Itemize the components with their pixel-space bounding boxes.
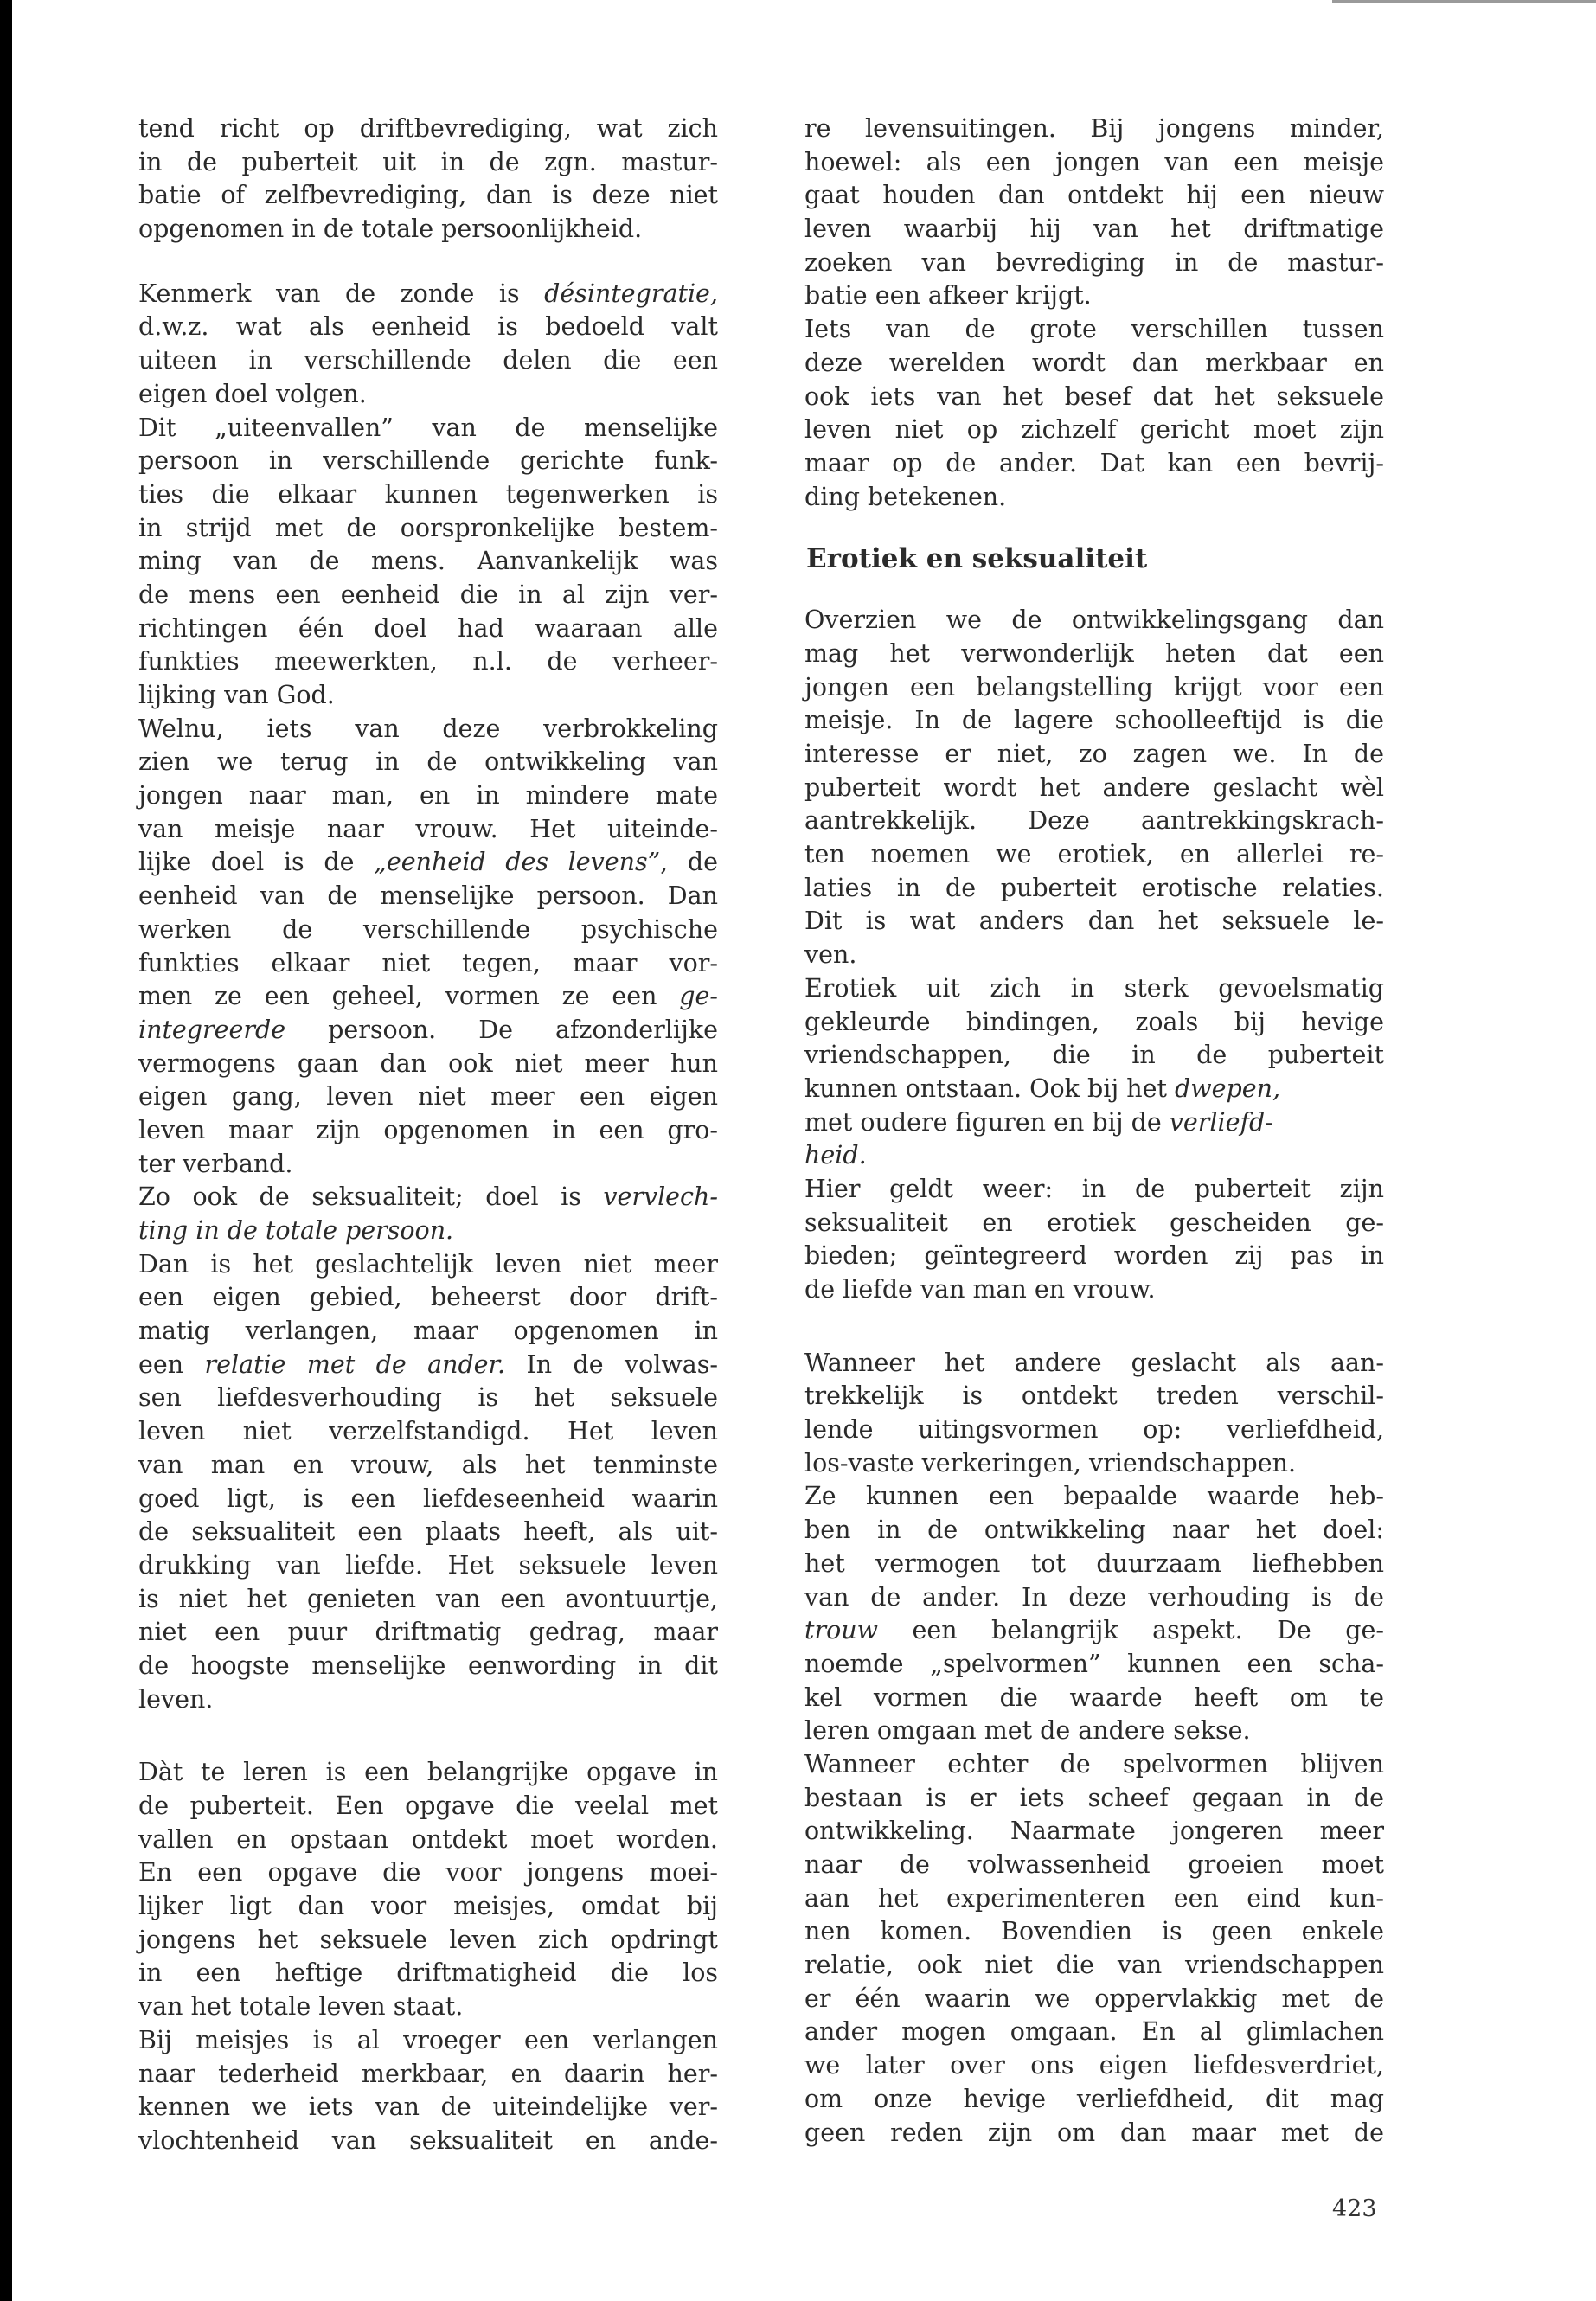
text-line: kel vormen die waarde heeft om te (804, 1682, 1384, 1712)
left-text-column (138, 112, 718, 2158)
text-line: opgenomen in de totale persoonlijkheid. (138, 215, 643, 244)
text-line: hoewel: als een jongen van een meisje (804, 147, 1384, 176)
text-line: meisje. In de lagere schoolleeftijd is die (804, 706, 1384, 735)
text-line: eigen doel volgen. (138, 379, 367, 408)
text-line: men ze een geheel, vormen ze een ge- (138, 982, 718, 1011)
text-line: drukking van liefde. Het seksuele leven (138, 1550, 718, 1580)
text-line: Wanneer het andere geslacht als aan- (804, 1348, 1384, 1377)
text-line: deze werelden wordt dan merkbaar en (804, 348, 1384, 377)
page-number: 423 (1332, 2195, 1377, 2222)
text-line: de hoogste menselijke eenwording in dit (138, 1650, 718, 1680)
text-line: het vermogen tot duurzaam liefhebben (804, 1548, 1384, 1578)
text-line: Wanneer echter de spelvormen blijven (804, 1749, 1384, 1779)
text-line: persoon in verschillende gerichte funk- (138, 446, 718, 476)
text-line: puberteit wordt het andere geslacht wèl (804, 772, 1384, 802)
text-line: bieden; geïntegreerd worden zij pas in (804, 1241, 1384, 1271)
text-line: de mens een eenheid die in al zijn ver- (138, 580, 718, 609)
text-line: leren omgaan met de andere sekse. (804, 1716, 1251, 1746)
text-line: vallen en opstaan ontdekt moet worden. (138, 1824, 718, 1854)
text-line: lende uitingsvormen op: verliefdheid, (804, 1415, 1384, 1445)
text-line: goed ligt, is een liefdeseenheid waarin (138, 1484, 718, 1513)
text-line: ook iets van het besef dat het seksuele (804, 381, 1384, 411)
text-line: Hier geldt weer: in de puberteit zijn (804, 1174, 1384, 1203)
text-line: naar tederheid merkbaar, en daarin her- (138, 2059, 718, 2088)
text-line: ter verband. (138, 1149, 293, 1178)
text-line: batie een afkeer krijgt. (804, 281, 1092, 311)
right-text-column (804, 112, 1384, 2150)
text-line: de liefde van man en vrouw. (804, 1275, 1156, 1304)
text-line: om onze hevige verliefdheid, dit mag (804, 2084, 1384, 2113)
text-line: Bij meisjes is al vroeger een verlangen (138, 2025, 718, 2054)
text-line: uiteen in verschillende delen die een (138, 346, 718, 375)
text-line: naar de volwassenheid groeien moet (804, 1850, 1384, 1879)
text-line: vermogens gaan dan ook niet meer hun (138, 1048, 718, 1078)
text-line: in de puberteit uit in de zgn. mastur- (138, 147, 718, 176)
text-line: batie of zelfbevrediging, dan is deze niet (138, 181, 718, 210)
text-line: van meisje naar vrouw. Het uiteinde- (138, 814, 718, 843)
text-line: laties in de puberteit erotische relaties. (804, 873, 1384, 902)
text-line: trouw een belangrijk aspekt. De ge- (804, 1616, 1384, 1645)
text-line: ties die elkaar kunnen tegenwerken is (138, 479, 718, 509)
text-line: jongen naar man, en in mindere mate (138, 781, 718, 811)
text-line: leven maar zijn opgenomen in een gro- (138, 1115, 718, 1144)
text-line: Dit „uiteenvallen” van de menselijke (138, 413, 718, 442)
text-line: zoeken van bevrediging in de mastur- (804, 247, 1384, 277)
text-line: noemde „spelvormen” kunnen een scha- (804, 1649, 1384, 1678)
text-line: werken de verschillende psychische (138, 914, 718, 944)
paragraph-gap (804, 578, 1384, 604)
text-line: richtingen één doel had waaraan alle (138, 613, 718, 643)
text-line: ten noemen we erotiek, en allerlei re- (804, 840, 1384, 869)
text-line: zien we terug in de ontwikkeling van (138, 747, 718, 777)
text-line: ontwikkeling. Naarmate jongeren meer (804, 1817, 1384, 1846)
text-line: jongen een belangstelling krijgt voor een (804, 672, 1384, 702)
text-line: vlochtenheid van seksualiteit en ande- (138, 2125, 718, 2155)
scan-edge (0, 0, 12, 2301)
text-line: een eigen gebied, beheerst door drift- (138, 1283, 718, 1312)
text-line: Iets van de grote verschillen tussen (804, 315, 1384, 344)
text-line: van de ander. In deze verhouding is de (804, 1582, 1384, 1612)
text-line: in strijd met de oorspronkelijke bestem- (138, 513, 718, 542)
text-line: geen reden zijn om dan maar met de (804, 2118, 1384, 2147)
text-line: niet een puur driftmatig gedrag, maar (138, 1618, 718, 1647)
text-line: maar op de ander. Dat kan een bevrij- (804, 448, 1384, 478)
text-line: ding betekenen. (804, 482, 1007, 511)
text-line: bestaan is er iets scheef gegaan in de (804, 1783, 1384, 1812)
text-line: ander mogen omgaan. En al glimlachen (804, 2017, 1384, 2047)
text-line: Kenmerk van de zonde is désintegratie, (138, 279, 718, 308)
text-line: vriendschappen, die in de puberteit (804, 1041, 1384, 1070)
text-line: ming van de mens. Aanvankelijk was (138, 547, 718, 576)
text-line: aan het experimenteren een eind kun- (804, 1883, 1384, 1913)
text-line: Dit is wat anders dan het seksuele le- (804, 907, 1384, 936)
text-line: ben in de ontwikkeling naar het doel: (804, 1516, 1384, 1545)
text-line: funkties elkaar niet tegen, maar vor- (138, 948, 718, 977)
text-line: matig verlangen, maar opgenomen in (138, 1317, 718, 1346)
text-line: eenheid van de menselijke persoon. Dan (138, 881, 718, 911)
text-line: tend richt op driftbevrediging, wat zich (138, 114, 718, 143)
top-rule (1332, 0, 1596, 3)
text-line: d.w.z. wat als eenheid is bedoeld valt (138, 312, 718, 342)
text-line: een relatie met de ander. In de volwas- (138, 1349, 718, 1379)
text-line: leven waarbij hij van het driftmatige (804, 215, 1384, 244)
text-line: leven niet op zichzelf gericht moet zijn (804, 415, 1384, 445)
text-line: kennen we iets van de uiteindelijke ver- (138, 2093, 718, 2122)
text-line: in een heftige driftmatigheid die los (138, 1958, 718, 1988)
text-line: eigen gang, leven niet meer een eigen (138, 1082, 718, 1112)
text-line: van het totale leven staat. (138, 1992, 464, 2022)
text-line: we later over ons eigen liefdesverdriet, (804, 2051, 1384, 2080)
paragraph-gap (138, 247, 718, 278)
text-line: de puberteit. Een opgave die veelal met (138, 1791, 718, 1820)
text-line: lijker ligt dan voor meisjes, omdat bij (138, 1892, 718, 1921)
text-line: lijking van God. (138, 681, 335, 709)
text-line: leven. (138, 1684, 214, 1714)
text-line: interesse er niet, zo zagen we. In de (804, 740, 1384, 768)
text-line: relatie, ook niet die van vriendschappen (804, 1951, 1384, 1980)
text-line: integreerde persoon. De afzonderlijke (138, 1015, 718, 1044)
text-line: is niet het genieten van een avontuurtje, (138, 1584, 718, 1613)
text-line: er één waarin we oppervlakkig met de (804, 1984, 1384, 2013)
text-line: Overzien we de ontwikkelingsgang dan (804, 606, 1384, 635)
text-line: trekkelijk is ontdekt treden verschil- (804, 1381, 1384, 1411)
text-line: sen liefdesverhouding is het seksuele (138, 1383, 718, 1413)
paragraph-gap (138, 1716, 718, 1756)
text-line: re levensuitingen. Bij jongens minder, (804, 114, 1384, 143)
text-line: Welnu, iets van deze verbrokkeling (138, 714, 718, 743)
text-line: de seksualiteit een plaats heeft, als uit- (138, 1517, 718, 1547)
text-line: gaat houden dan ontdekt hij een nieuw (804, 181, 1384, 210)
text-line: kunnen ontstaan. Ook bij het dwepen, (804, 1074, 1280, 1103)
text-line: met oudere figuren en bij de verliefd- (804, 1107, 1273, 1137)
text-line: mag het verwonderlijk heten dat een (804, 638, 1384, 668)
text-line: nen komen. Bovendien is geen enkele (804, 1917, 1384, 1946)
text-line: funkties meewerkten, n.l. de verheer- (138, 647, 718, 676)
text-line: Dàt te leren is een belangrijke opgave in (138, 1758, 718, 1787)
text-line: los-vaste verkeringen, vriendschappen. (804, 1448, 1297, 1477)
text-line: lijke doel is de „eenheid des levens”, de (138, 848, 718, 877)
text-line: Ze kunnen een bepaalde waarde heb- (804, 1482, 1384, 1511)
text-line: jongens het seksuele leven zich opdringt (138, 1925, 718, 1954)
text-line: Zo ook de seksualiteit; doel is vervlech- (138, 1183, 718, 1212)
text-line: seksualiteit en erotiek gescheiden ge- (804, 1208, 1384, 1237)
text-line: heid. (804, 1141, 867, 1170)
text-line: ting in de totale persoon. (138, 1216, 454, 1245)
paragraph-gap (804, 514, 1384, 540)
text-line: Dan is het geslachtelijk leven niet meer (138, 1249, 718, 1279)
text-line: gekleurde bindingen, zoals bij hevige (804, 1007, 1384, 1036)
text-line: En een opgave die voor jongens moei- (138, 1858, 718, 1888)
section-heading: Erotiek en seksualiteit (806, 543, 1148, 575)
text-line: leven niet verzelfstandigd. Het leven (138, 1417, 718, 1446)
text-line: ven. (804, 940, 857, 970)
paragraph-gap (804, 1307, 1384, 1347)
text-line: aantrekkelijk. Deze aantrekkingskrach- (804, 806, 1384, 836)
text-line: Erotiek uit zich in sterk gevoelsmatig (804, 973, 1384, 1003)
text-line: van man en vrouw, als het tenminste (138, 1450, 718, 1479)
